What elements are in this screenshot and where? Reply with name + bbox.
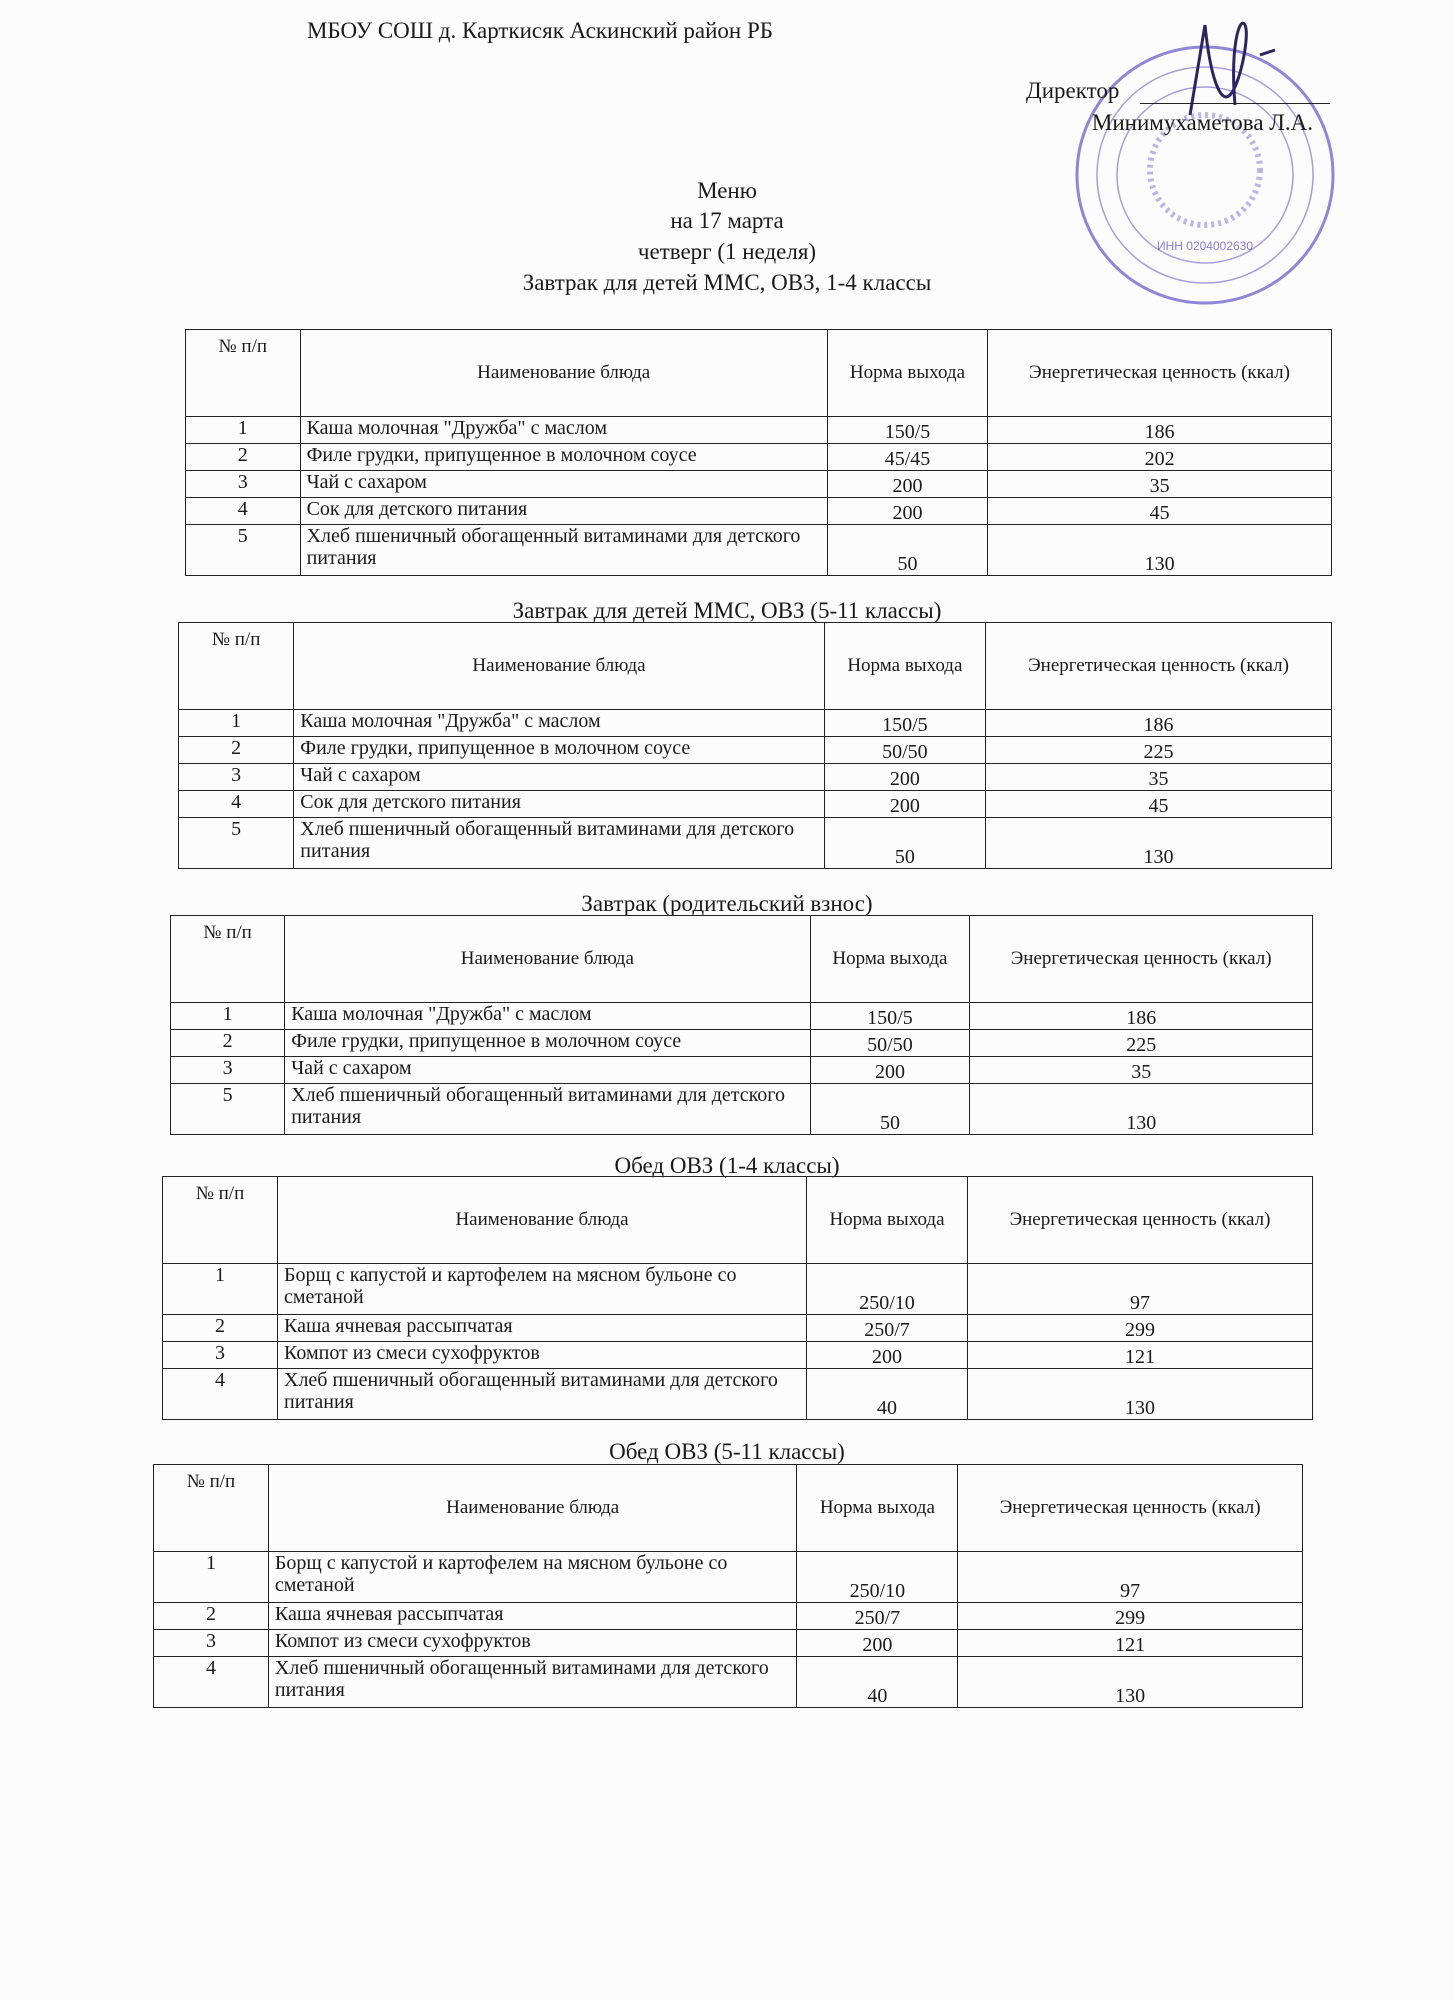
table-row: [163, 1315, 1313, 1342]
table-row: [154, 1603, 1303, 1630]
table-row: [179, 791, 1332, 818]
table-row: [186, 444, 1332, 471]
section-title: Завтрак для детей ММС, ОВЗ (5-11 классы): [512, 598, 942, 623]
calories: 35: [986, 764, 1332, 791]
portion: 150/5: [827, 417, 987, 444]
calories: 130: [968, 1369, 1313, 1420]
column-header: Энергетическая ценность (ккал): [986, 623, 1332, 710]
portion: 200: [807, 1342, 968, 1369]
column-header: Норма выхода: [827, 330, 987, 417]
column-header: № п/п: [171, 916, 285, 1003]
dish-name: Борщ с капустой и картофелем на мясном бульоне со сметаной: [278, 1264, 807, 1315]
org-name: МБОУ СОШ д. Карткисяк Аскинский район РБ: [306, 18, 773, 43]
menu-title: Меню: [697, 178, 757, 203]
calories: 45: [988, 498, 1332, 525]
table-header: [163, 1177, 1313, 1264]
row-number: 3: [163, 1342, 278, 1369]
menu-table: [185, 329, 1332, 576]
table-header: [186, 330, 1332, 417]
table-header: [171, 916, 1313, 1003]
row-number: 4: [154, 1657, 269, 1708]
menu-table: [153, 1464, 1303, 1708]
calories: 35: [988, 471, 1332, 498]
section-title: Завтрак для детей ММС, ОВЗ, 1-4 классы: [522, 270, 932, 295]
table-row: [179, 737, 1332, 764]
portion: 200: [827, 471, 987, 498]
row-number: 2: [186, 444, 301, 471]
calories: 225: [986, 737, 1332, 764]
table-row: [171, 1030, 1313, 1057]
dish-name: Чай с сахаром: [294, 764, 824, 791]
dish-name: Хлеб пшеничный обогащенный витаминами для детского питания: [268, 1657, 797, 1708]
column-header: Энергетическая ценность (ккал): [968, 1177, 1313, 1264]
column-header: Наименование блюда: [285, 916, 810, 1003]
calories: 186: [986, 710, 1332, 737]
calories: 130: [970, 1084, 1313, 1135]
table-row: [179, 710, 1332, 737]
column-header: Наименование блюда: [300, 330, 827, 417]
row-number: 5: [171, 1084, 285, 1135]
signature-icon: [1160, 15, 1300, 125]
column-header: Энергетическая ценность (ккал): [958, 1465, 1303, 1552]
portion: 250/7: [797, 1603, 958, 1630]
menu-table: [162, 1176, 1313, 1420]
table-row: [163, 1369, 1313, 1420]
dish-name: Хлеб пшеничный обогащенный витаминами для детского питания: [294, 818, 824, 869]
menu-weekday: четверг (1 неделя): [637, 239, 817, 264]
table-row: [171, 1057, 1313, 1084]
table-row: [154, 1630, 1303, 1657]
dish-name: Компот из смеси сухофруктов: [268, 1630, 797, 1657]
calories: 35: [970, 1057, 1313, 1084]
dish-name: Филе грудки, припущенное в молочном соусе: [285, 1030, 810, 1057]
row-number: 3: [179, 764, 294, 791]
portion: 40: [807, 1369, 968, 1420]
row-number: 3: [171, 1057, 285, 1084]
portion: 250/10: [797, 1552, 958, 1603]
calories: 202: [988, 444, 1332, 471]
portion: 150/5: [810, 1003, 970, 1030]
menu-table: [170, 915, 1313, 1135]
portion: 200: [797, 1630, 958, 1657]
column-header: Норма выхода: [810, 916, 970, 1003]
row-number: 4: [186, 498, 301, 525]
director-name: Минимухаметова Л.А.: [1091, 110, 1313, 135]
portion: 50: [810, 1084, 970, 1135]
dish-name: Чай с сахаром: [300, 471, 827, 498]
column-header: № п/п: [154, 1465, 269, 1552]
dish-name: Каша ячневая рассыпчатая: [268, 1603, 797, 1630]
column-header: Наименование блюда: [278, 1177, 807, 1264]
row-number: 3: [186, 471, 301, 498]
column-header: Энергетическая ценность (ккал): [970, 916, 1313, 1003]
dish-name: Сок для детского питания: [300, 498, 827, 525]
column-header: № п/п: [163, 1177, 278, 1264]
row-number: 2: [163, 1315, 278, 1342]
row-number: 1: [171, 1003, 285, 1030]
table-header: [179, 623, 1332, 710]
menu-date: на 17 марта: [670, 208, 784, 233]
row-number: 2: [171, 1030, 285, 1057]
table-row: [154, 1657, 1303, 1708]
table-row: [171, 1003, 1313, 1030]
portion: 50: [827, 525, 987, 576]
calories: 121: [968, 1342, 1313, 1369]
portion: 50/50: [810, 1030, 970, 1057]
row-number: 2: [179, 737, 294, 764]
calories: 225: [970, 1030, 1313, 1057]
table-row: [163, 1264, 1313, 1315]
dish-name: Филе грудки, припущенное в молочном соусе: [294, 737, 824, 764]
section-title: Обед ОВЗ (5-11 классы): [609, 1439, 845, 1464]
row-number: 1: [163, 1264, 278, 1315]
table-row: [163, 1342, 1313, 1369]
column-header: Норма выхода: [797, 1465, 958, 1552]
column-header: Наименование блюда: [294, 623, 824, 710]
dish-name: Филе грудки, припущенное в молочном соусе: [300, 444, 827, 471]
calories: 186: [970, 1003, 1313, 1030]
portion: 150/5: [824, 710, 985, 737]
column-header: Норма выхода: [824, 623, 985, 710]
row-number: 4: [179, 791, 294, 818]
director-label: Директор: [1026, 78, 1120, 103]
section-title: Обед ОВЗ (1-4 классы): [614, 1153, 840, 1178]
svg-text:ИНН 0204002630: ИНН 0204002630: [1156, 239, 1254, 253]
dish-name: Чай с сахаром: [285, 1057, 810, 1084]
table-row: [186, 498, 1332, 525]
row-number: 5: [179, 818, 294, 869]
calories: 299: [968, 1315, 1313, 1342]
dish-name: Каша молочная "Дружба" с маслом: [294, 710, 824, 737]
dish-name: Каша молочная "Дружба" с маслом: [285, 1003, 810, 1030]
portion: 250/7: [807, 1315, 968, 1342]
dish-name: Сок для детского питания: [294, 791, 824, 818]
column-header: Норма выхода: [807, 1177, 968, 1264]
portion: 250/10: [807, 1264, 968, 1315]
portion: 200: [827, 498, 987, 525]
section-title: Завтрак (родительский взнос): [581, 891, 873, 916]
column-header: Наименование блюда: [268, 1465, 797, 1552]
calories: 130: [958, 1657, 1303, 1708]
row-number: 1: [154, 1552, 269, 1603]
table-header: [154, 1465, 1303, 1552]
portion: 45/45: [827, 444, 987, 471]
portion: 50/50: [824, 737, 985, 764]
row-number: 2: [154, 1603, 269, 1630]
calories: 130: [988, 525, 1332, 576]
table-row: [186, 525, 1332, 576]
dish-name: Хлеб пшеничный обогащенный витаминами для детского питания: [278, 1369, 807, 1420]
calories: 299: [958, 1603, 1303, 1630]
calories: 97: [968, 1264, 1313, 1315]
calories: 97: [958, 1552, 1303, 1603]
dish-name: Компот из смеси сухофруктов: [278, 1342, 807, 1369]
menu-table: [178, 622, 1332, 869]
calories: 45: [986, 791, 1332, 818]
dish-name: Борщ с капустой и картофелем на мясном бульоне со сметаной: [268, 1552, 797, 1603]
row-number: 1: [179, 710, 294, 737]
column-header: № п/п: [179, 623, 294, 710]
row-number: 1: [186, 417, 301, 444]
column-header: Энергетическая ценность (ккал): [988, 330, 1332, 417]
table-row: [186, 471, 1332, 498]
table-row: [154, 1552, 1303, 1603]
row-number: 3: [154, 1630, 269, 1657]
portion: 50: [824, 818, 985, 869]
dish-name: Каша ячневая рассыпчатая: [278, 1315, 807, 1342]
table-row: [171, 1084, 1313, 1135]
table-row: [179, 818, 1332, 869]
dish-name: Хлеб пшеничный обогащенный витаминами для детского питания: [300, 525, 827, 576]
row-number: 4: [163, 1369, 278, 1420]
table-row: [179, 764, 1332, 791]
portion: 200: [824, 791, 985, 818]
column-header: № п/п: [186, 330, 301, 417]
portion: 200: [824, 764, 985, 791]
portion: 40: [797, 1657, 958, 1708]
calories: 186: [988, 417, 1332, 444]
dish-name: Хлеб пшеничный обогащенный витаминами для детского питания: [285, 1084, 810, 1135]
calories: 121: [958, 1630, 1303, 1657]
portion: 200: [810, 1057, 970, 1084]
row-number: 5: [186, 525, 301, 576]
table-row: [186, 417, 1332, 444]
calories: 130: [986, 818, 1332, 869]
dish-name: Каша молочная "Дружба" с маслом: [300, 417, 827, 444]
